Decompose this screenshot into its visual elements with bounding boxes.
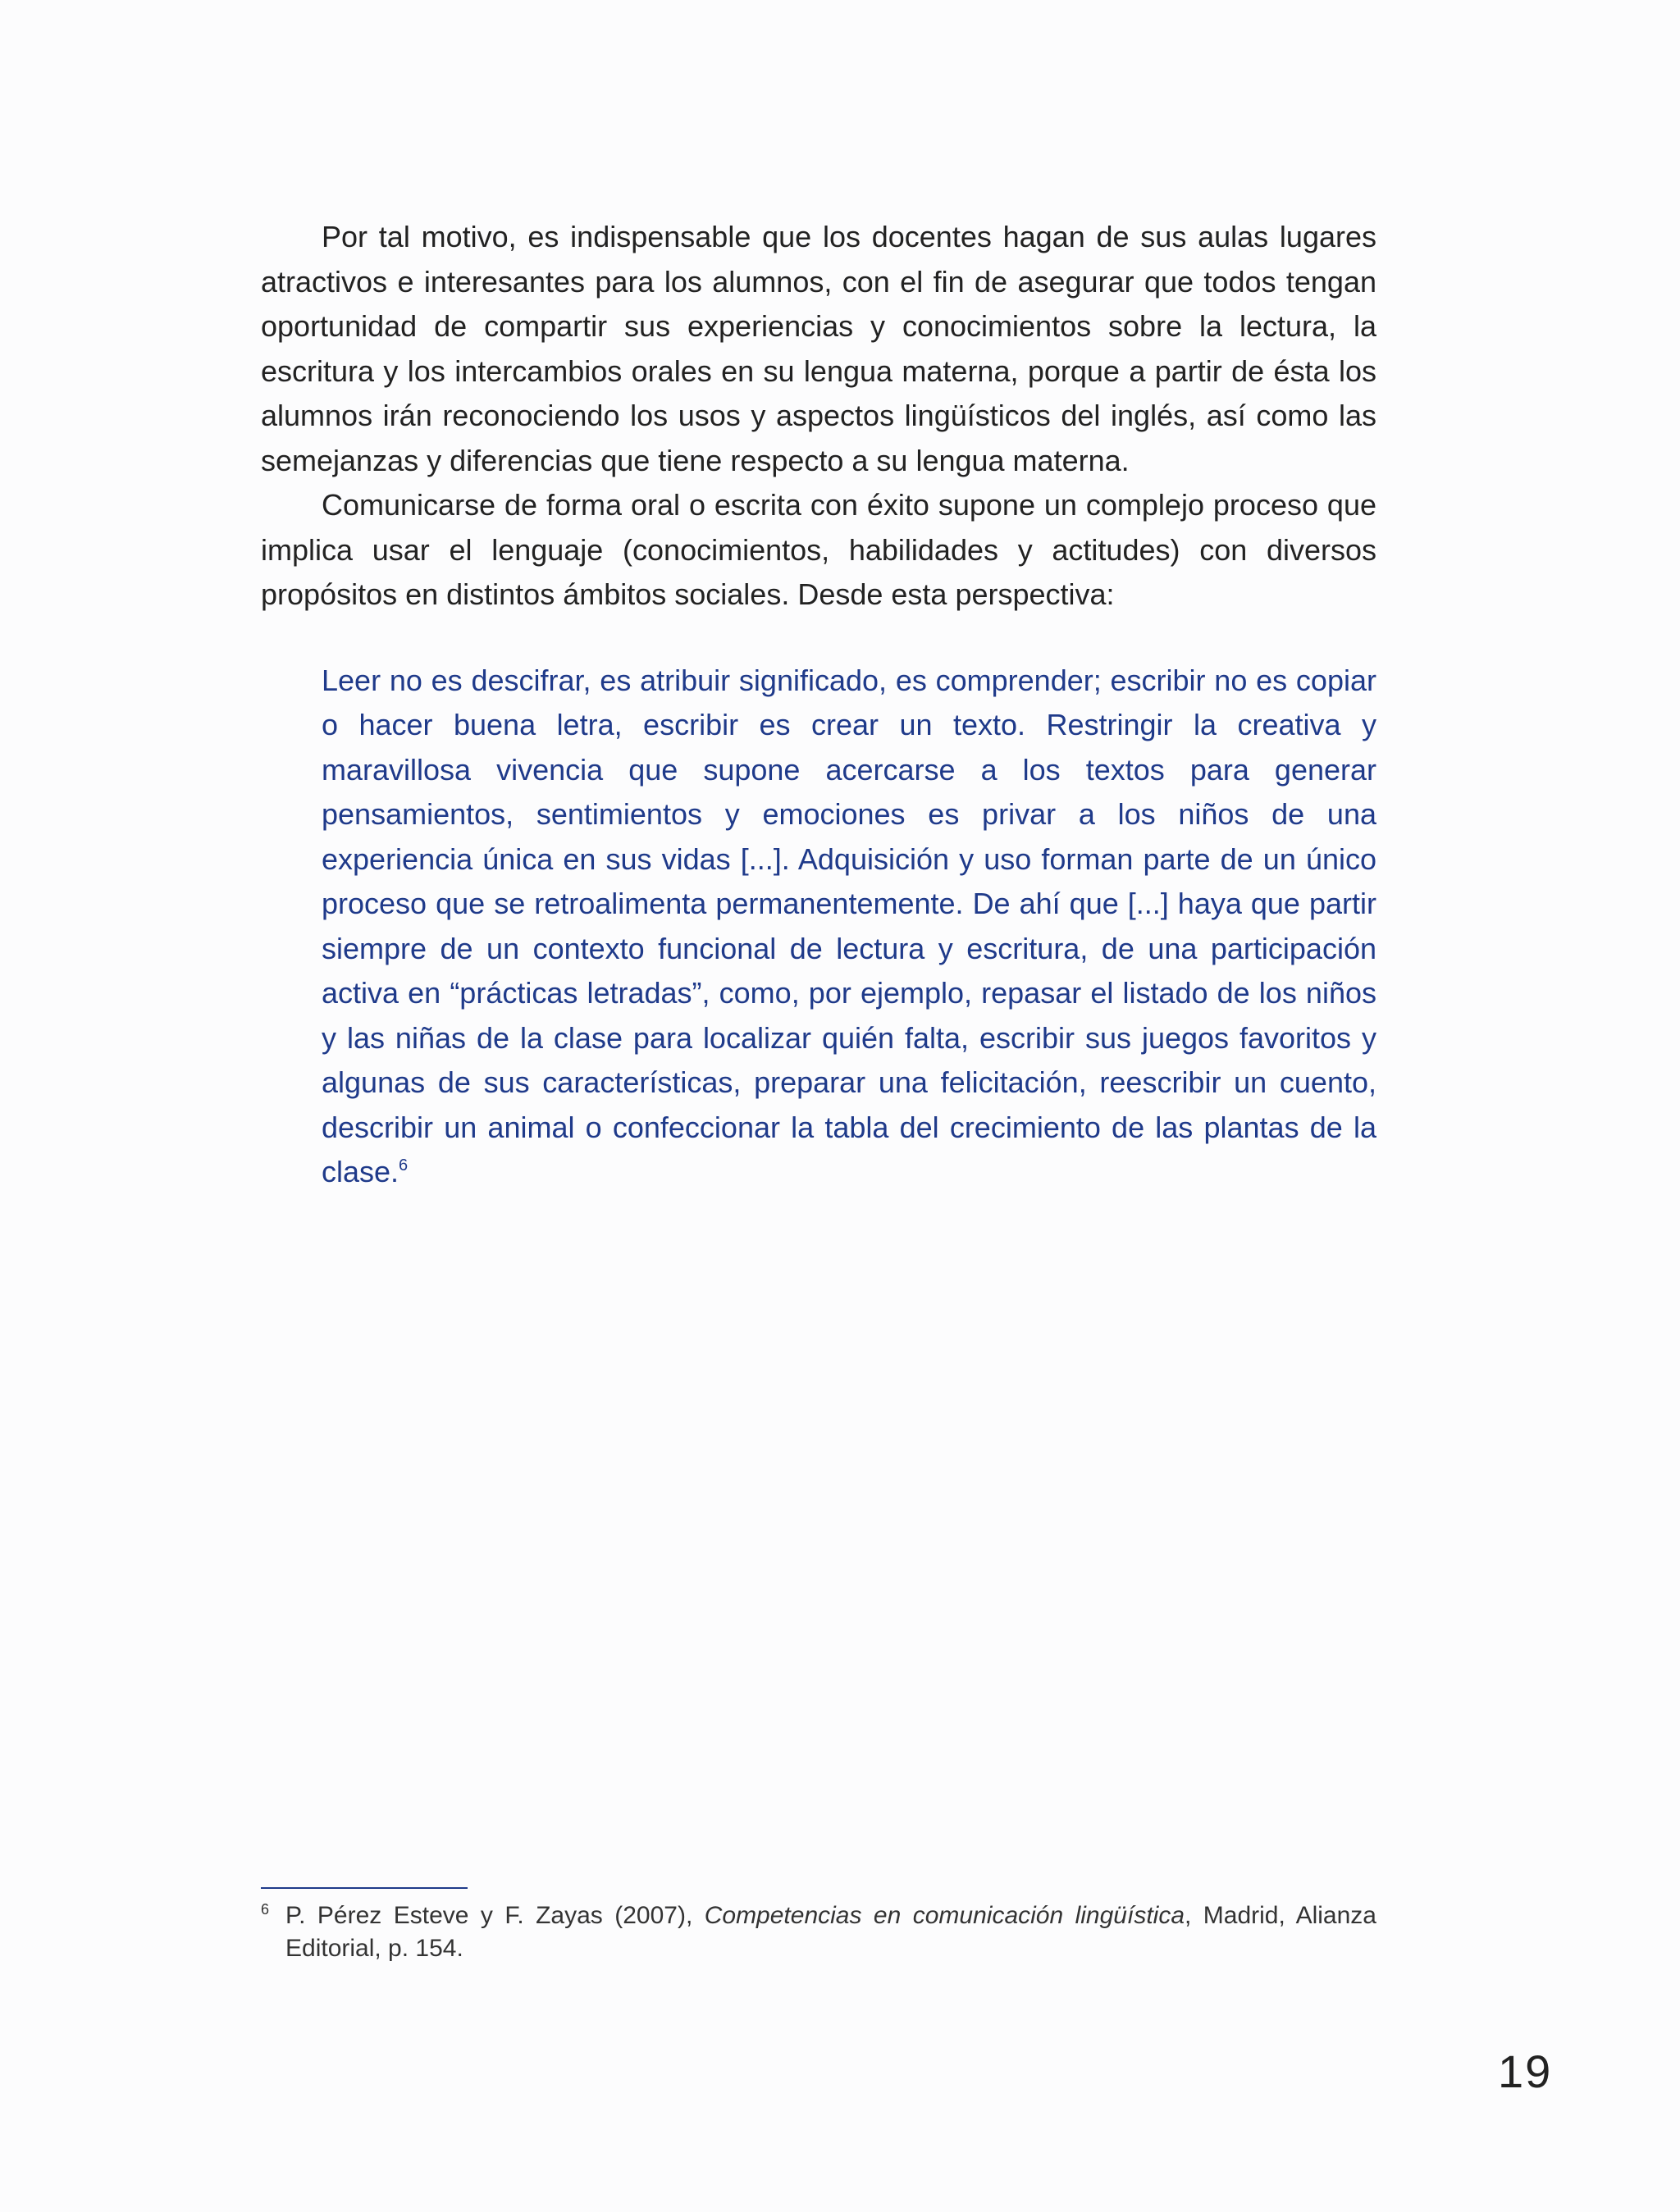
footnote-text-after: , Madrid, Alianza Editorial, p. 154.: [285, 1902, 1376, 1962]
footnote-book-title: Competencias en comunicación lingüística: [704, 1902, 1185, 1929]
footnote-separator: [261, 1887, 468, 1889]
block-quote: [322, 659, 1376, 1195]
footnote-text-before: P. Pérez Esteve y F. Zayas (2007),: [285, 1902, 705, 1929]
body-paragraph-1: Por tal motivo, es indispensable que los docentes hagan de sus aulas lugares atractivos e interesantes para los alumnos, con el fin de asegurar que todos tengan oportunidad de compartir sus experiencias y conocimientos sobre la lectura, la escritura y los intercambios orales en su lengua materna, porque a partir de ésta los alumnos irán reconociendo los usos y aspectos lingüísticos del inglés, así como las semejanzas y diferencias que tiene respecto a su lengua materna.: [261, 220, 1376, 477]
main-body: [261, 215, 1376, 1195]
footnote-text: [285, 1900, 1376, 1965]
footnote: [261, 1900, 1376, 1965]
page-number: 19: [1498, 2046, 1553, 2097]
block-quote-text: Leer no es descifrar, es atribuir significado, es comprender; escribir no es copiar o hacer buena letra, escribir es crear un texto. Restringir la creativa y maravillosa vivencia que supone acercarse a los textos para generar pensamientos, sentimientos y emociones es privar a los niños de una experiencia única en sus vidas [...]. Adquisición y uso forman parte de un único proceso que se retroalimenta permanentemente. De ahí que [...] haya que partir siempre de un contexto funcional de lectura y escritura, de una participación activa en “prácticas letradas”, como, por ejemplo, repasar el listado de los niños y las niñas de la clase para localizar quién falta, escribir sus juegos favoritos y algunas de sus características, preparar una felicitación, reescribir un cuento, describir un animal o confeccionar la tabla del crecimiento de las plantas de la clase.: [322, 663, 1376, 1188]
footnote-reference[interactable]: 6: [399, 1156, 409, 1174]
body-paragraph-2: Comunicarse de forma oral o escrita con éxito supone un complejo proceso que implica usar el lenguaje (conocimientos, habilidades y actitudes) con diversos propósitos en distintos ámbitos sociales. Desde esta perspectiva:: [261, 488, 1376, 611]
footnote-marker: 6: [261, 1901, 270, 1918]
